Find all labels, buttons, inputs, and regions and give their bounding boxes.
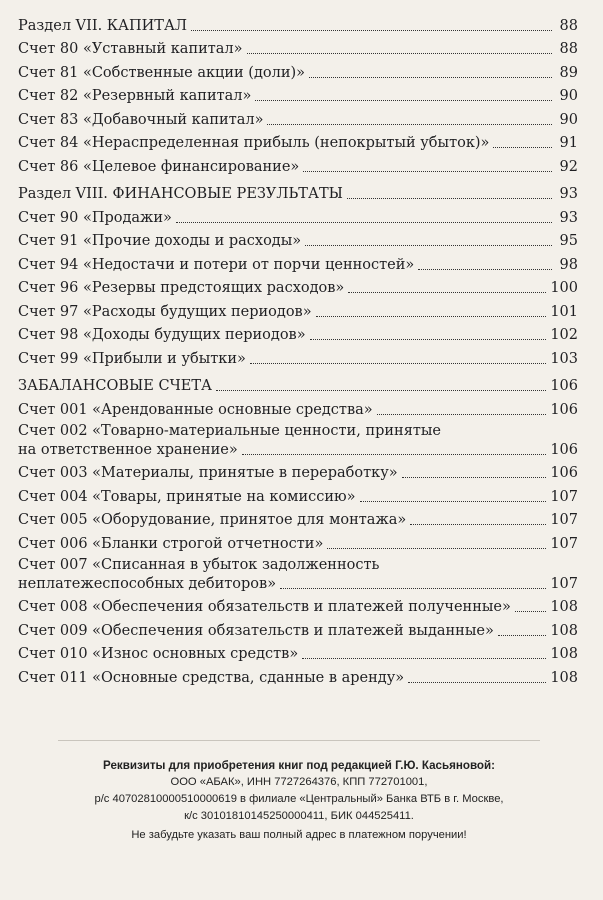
toc-entry-title: Раздел VII. КАПИТАЛ [18,17,188,34]
toc-entry-title: Счет 82 «Резервный капитал» [18,88,252,104]
toc-entry-title: ЗАБАЛАНСОВЫЕ СЧЕТА [18,378,213,394]
dot-leader [493,147,552,148]
dot-leader [402,477,547,478]
toc-entry-page: 93 [559,209,578,226]
toc-entry-page: 106 [550,441,578,458]
toc-entry-title: Счет 96 «Резервы предстоящих расходов» [18,280,345,296]
toc-entry-page: 107 [550,512,578,528]
dot-leader [360,501,547,502]
toc-entry [18,554,578,594]
toc-entry-page: 107 [550,535,578,552]
toc-entry-page: 100 [550,280,578,296]
toc-entry [18,130,578,154]
toc-entry [18,483,578,507]
toc-entry-title: Счет 002 «Товарно-материальные ценности, принятые [18,422,442,439]
toc-entry-title: Счет 99 «Прибыли и убытки» [18,350,246,367]
toc-entry [18,664,578,688]
divider [58,740,540,741]
toc-entry-page: 90 [559,111,578,128]
toc-entry [18,617,578,641]
toc-entry [18,36,578,60]
company-details: ООО «АБАК», ИНН 7727264376, КПП 772701001, [170,776,428,788]
toc-entry-title: Счет 006 «Бланки строгой отчетности» [18,535,324,552]
toc-entry [18,641,578,665]
purchase-details-heading: Реквизиты для приобретения книг под редакцией Г.Ю. Касьяновой: [103,759,495,772]
address-note: Не забудьте указать ваш полный адрес в платежном поручении! [131,829,467,841]
toc-entry-page: 101 [550,303,578,320]
toc-entry [18,275,578,299]
dot-leader [377,414,547,415]
dot-leader [316,316,547,317]
toc-entry-title: Счет 003 «Материалы, принятые в переработку» [18,465,398,481]
table-of-contents [18,12,578,688]
toc-entry-page: 98 [559,256,578,273]
dot-leader [303,171,552,172]
toc-entry-page: 108 [550,669,578,686]
dot-leader [327,548,546,549]
toc-entry-title: Счет 004 «Товары, принятые на комиссию» [18,488,356,505]
dot-leader [310,339,547,340]
toc-entry [18,83,578,107]
toc-entry-title: Счет 011 «Основные средства, сданные в аренду» [18,669,405,686]
toc-entry-title: Счет 94 «Недостачи и потери от порчи ценностей» [18,256,415,273]
dot-leader [216,390,546,391]
toc-entry-page: 107 [550,488,578,505]
toc-entry-title: Счет 86 «Целевое финансирование» [18,158,300,175]
toc-entry [18,460,578,484]
toc-entry-title: Счет 81 «Собственные акции (доли)» [18,64,306,81]
toc-entry-title: Счет 005 «Оборудование, принятое для монтажа» [18,512,407,528]
dot-leader [410,524,546,525]
dot-leader [498,635,546,636]
toc-entry [18,322,578,346]
toc-entry [18,204,578,228]
toc-entry [18,420,578,460]
dot-leader [242,454,547,455]
toc-entry-page: 95 [559,233,578,249]
dot-leader [280,588,546,589]
toc-entry-page: 107 [550,575,578,592]
dot-leader [515,611,546,612]
toc-entry-title: Счет 80 «Уставный капитал» [18,41,243,57]
toc-entry-page: 92 [559,158,578,175]
dot-leader [191,30,552,31]
toc-entry [18,59,578,83]
toc-entry-page: 93 [559,186,578,202]
toc-entry-page: 103 [550,350,578,367]
dot-leader [418,269,552,270]
toc-entry [18,396,578,420]
correspondent-account: к/с 30101810145250000411, БИК 044525411. [184,810,414,822]
dot-leader [250,363,546,364]
toc-entry-title: Счет 010 «Износ основных средств» [18,646,299,662]
dot-leader [347,198,552,199]
toc-entry-title: Счет 90 «Продажи» [18,209,172,226]
toc-entry-page: 108 [550,646,578,662]
toc-entry-title: Счет 98 «Доходы будущих периодов» [18,327,306,343]
toc-entry-page: 106 [550,465,578,481]
toc-entry-title: Счет 009 «Обеспечения обязательств и платежей выданные» [18,622,494,639]
toc-section-heading [18,12,578,36]
toc-entry [18,251,578,275]
toc-entry-page: 88 [559,41,578,57]
dot-leader [408,682,546,683]
toc-entry [18,298,578,322]
toc-entry-title: Счет 007 «Списанная в убыток задолженность [18,556,380,573]
toc-entry-title: Счет 008 «Обеспечения обязательств и платежей полученные» [18,599,511,615]
dot-leader [176,222,552,223]
toc-entry-title-continued: на ответственное хранение» [18,441,238,458]
toc-entry-page: 88 [559,17,578,34]
toc-entry [18,507,578,531]
toc-entry [18,153,578,177]
toc-entry-page: 90 [559,88,578,104]
toc-entry [18,228,578,252]
dot-leader [305,245,552,246]
dot-leader [309,77,552,78]
toc-section-heading [18,373,578,397]
toc-entry-title: Счет 97 «Расходы будущих периодов» [18,303,312,320]
toc-entry-page: 91 [559,135,578,151]
toc-entry-title: Счет 84 «Нераспределенная прибыль (непокрытый убыток)» [18,135,490,151]
toc-entry-page: 108 [550,622,578,639]
toc-entry-title: Раздел VIII. ФИНАНСОВЫЕ РЕЗУЛЬТАТЫ [18,186,343,202]
toc-entry-page: 108 [550,599,578,615]
toc-entry [18,530,578,554]
dot-leader [348,292,546,293]
toc-entry-page: 106 [550,401,578,418]
dot-leader [255,100,552,101]
dot-leader [247,53,552,54]
dot-leader [267,124,552,125]
bank-account: р/с 40702810000510000619 в филиале «Центральный» Банка ВТБ в г. Москве, [94,793,504,805]
toc-entry-title: Счет 83 «Добавочный капитал» [18,111,264,128]
purchase-details [78,757,520,844]
toc-entry-page: 102 [550,327,578,343]
toc-entry [18,106,578,130]
toc-entry [18,345,578,369]
toc-entry-title: Счет 91 «Прочие доходы и расходы» [18,233,302,249]
toc-section-heading [18,181,578,205]
toc-entry-page: 106 [550,378,578,394]
toc-entry [18,594,578,618]
toc-entry-title: Счет 001 «Арендованные основные средства» [18,401,373,418]
toc-entry-page: 89 [559,64,578,81]
dot-leader [302,658,546,659]
toc-entry-title-continued: неплатежеспособных дебиторов» [18,575,277,592]
